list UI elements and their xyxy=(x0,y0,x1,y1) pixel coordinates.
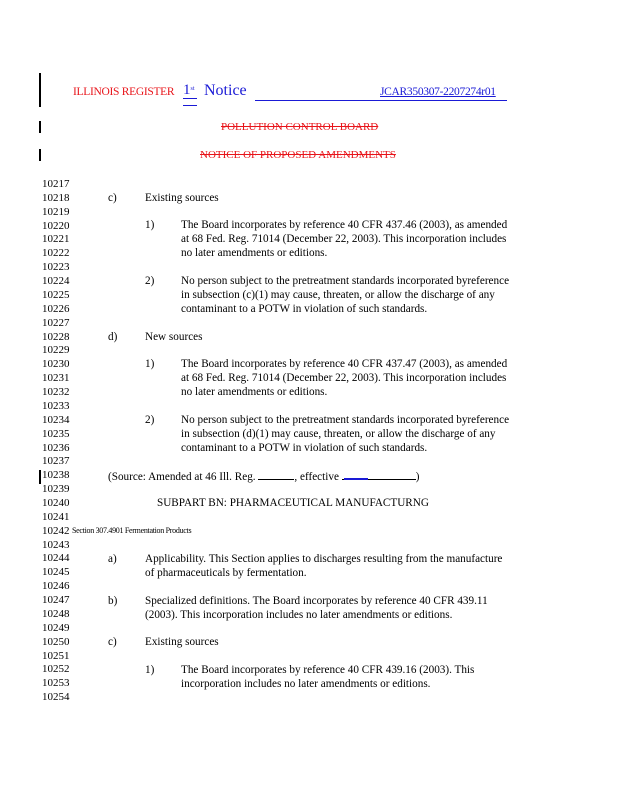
subsection-c2-title: Existing sources xyxy=(145,636,219,648)
line-number: 10242 xyxy=(42,524,70,537)
line-number: 10222 xyxy=(42,247,70,260)
change-bar xyxy=(39,149,41,161)
item-d1-line3: no later amendments or editions. xyxy=(181,386,328,398)
line-number: 10245 xyxy=(42,566,70,579)
subsection-b-line2: (2003). This incorporation includes no later amendments or editions. xyxy=(145,609,453,621)
item-c2-number: 2) xyxy=(145,275,155,287)
subpart-heading: SUBPART BN: PHARMACEUTICAL MANUFACTURNG xyxy=(157,497,429,509)
page-number-value: 1 xyxy=(183,82,191,98)
subsection-b-line1: Specialized definitions. The Board incorporates by reference 40 CFR 439.11 xyxy=(145,595,488,607)
item-c2-line1: No person subject to the pretreatment standards incorporated byreference xyxy=(181,275,510,287)
line-number: 10227 xyxy=(42,316,70,329)
line-number: 10236 xyxy=(42,441,70,454)
item-c1-line1: The Board incorporates by reference 40 CFR 437.46 (2003), as amended xyxy=(181,219,508,231)
subsection-a-line1: Applicability. This Section applies to discharges resulting from the manufacture xyxy=(145,553,503,565)
line-number: 10247 xyxy=(42,594,70,607)
jcar-code: JCAR350307-2207274r01 xyxy=(380,86,496,98)
subsection-a-label: a) xyxy=(108,553,117,565)
item-d2-number: 2) xyxy=(145,414,155,426)
change-bar xyxy=(39,470,41,484)
source-note xyxy=(108,469,419,484)
header-underline xyxy=(255,100,507,101)
notice-label: Notice xyxy=(204,82,247,99)
line-number: 10252 xyxy=(42,663,70,676)
item-c21-line2: incorporation includes no later amendments or editions. xyxy=(181,678,431,690)
line-number: 10243 xyxy=(42,538,70,551)
item-d1-line2: at 68 Fed. Reg. 71014 (December 22, 2003). This incorporation includes xyxy=(181,372,507,384)
item-c1-number: 1) xyxy=(145,219,155,231)
register-blank xyxy=(258,469,294,480)
line-number: 10221 xyxy=(42,233,70,246)
line-number: 10234 xyxy=(42,413,70,426)
subsection-c2-label: c) xyxy=(108,636,117,648)
notice-title: NOTICE OF PROPOSED AMENDMENTS xyxy=(200,149,396,161)
line-number: 10250 xyxy=(42,635,70,648)
line-number: 10233 xyxy=(42,399,70,412)
register-title: ILLINOIS REGISTER xyxy=(73,86,175,98)
line-number: 10235 xyxy=(42,427,70,440)
subsection-d-title: New sources xyxy=(145,331,203,343)
subsection-a-line2: of pharmaceuticals by fermentation. xyxy=(145,567,307,579)
subsection-b-label: b) xyxy=(108,595,118,607)
source-close: ) xyxy=(415,471,420,483)
line-number: 10238 xyxy=(42,469,70,482)
line-number: 10248 xyxy=(42,607,70,620)
effective-blank-insert xyxy=(344,478,368,480)
line-number: 10251 xyxy=(42,649,70,662)
item-c2-line2: in subsection (c)(1) may cause, threaten, or allow the discharge of any xyxy=(181,289,495,301)
line-number: 10253 xyxy=(42,677,70,690)
line-number: 10232 xyxy=(42,386,70,399)
page-number xyxy=(183,82,195,99)
line-number: 10219 xyxy=(42,205,70,218)
change-bar xyxy=(39,73,41,107)
line-number: 10226 xyxy=(42,302,70,315)
subsection-d-label: d) xyxy=(108,331,118,343)
line-number: 10254 xyxy=(42,691,70,704)
line-number: 10223 xyxy=(42,261,70,274)
line-number: 10249 xyxy=(42,621,70,634)
line-number: 10224 xyxy=(42,275,70,288)
line-number: 10231 xyxy=(42,372,70,385)
line-number: 10246 xyxy=(42,580,70,593)
line-number: 10237 xyxy=(42,455,70,468)
change-bar xyxy=(39,121,41,133)
line-number: 10244 xyxy=(42,552,70,565)
line-number: 10240 xyxy=(42,497,70,509)
item-d2-line2: in subsection (d)(1) may cause, threaten, or allow the discharge of any xyxy=(181,428,496,440)
item-c21-line1: The Board incorporates by reference 40 CFR 439.16 (2003). This xyxy=(181,664,475,676)
line-number: 10228 xyxy=(42,330,70,343)
line-number: 10229 xyxy=(42,344,70,357)
item-d1-line1: The Board incorporates by reference 40 CFR 437.47 (2003), as amended xyxy=(181,358,508,370)
effective-text: , effective xyxy=(294,471,342,483)
item-d2-line1: No person subject to the pretreatment standards incorporated byreference xyxy=(181,414,510,426)
effective-blank xyxy=(342,469,416,480)
subsection-c-label: c) xyxy=(108,192,117,204)
page-number-marks xyxy=(183,98,197,106)
item-d2-line3: contaminant to a POTW in violation of such standards. xyxy=(181,442,428,454)
line-number: 10220 xyxy=(42,219,70,232)
line-number: 10225 xyxy=(42,288,70,301)
line-number: 10230 xyxy=(42,358,70,371)
line-number: 10217 xyxy=(42,178,70,190)
line-number: 10241 xyxy=(42,510,70,523)
board-name: POLLUTION CONTROL BOARD xyxy=(221,121,379,133)
line-number: 10239 xyxy=(42,483,70,496)
item-c1-line2: at 68 Fed. Reg. 71014 (December 22, 2003). This incorporation includes xyxy=(181,233,507,245)
item-d1-number: 1) xyxy=(145,358,155,370)
subsection-c-title: Existing sources xyxy=(145,192,219,204)
item-c1-line3: no later amendments or editions. xyxy=(181,247,328,259)
page-number-superscript: st xyxy=(190,86,195,92)
item-c2-line3: contaminant to a POTW in violation of such standards. xyxy=(181,303,428,315)
item-c21-number: 1) xyxy=(145,664,155,676)
source-text: (Source: Amended at 46 Ill. Reg. xyxy=(108,471,259,483)
section-heading: Section 307.4901 Fermentation Products xyxy=(72,526,192,535)
line-number: 10218 xyxy=(42,191,70,204)
